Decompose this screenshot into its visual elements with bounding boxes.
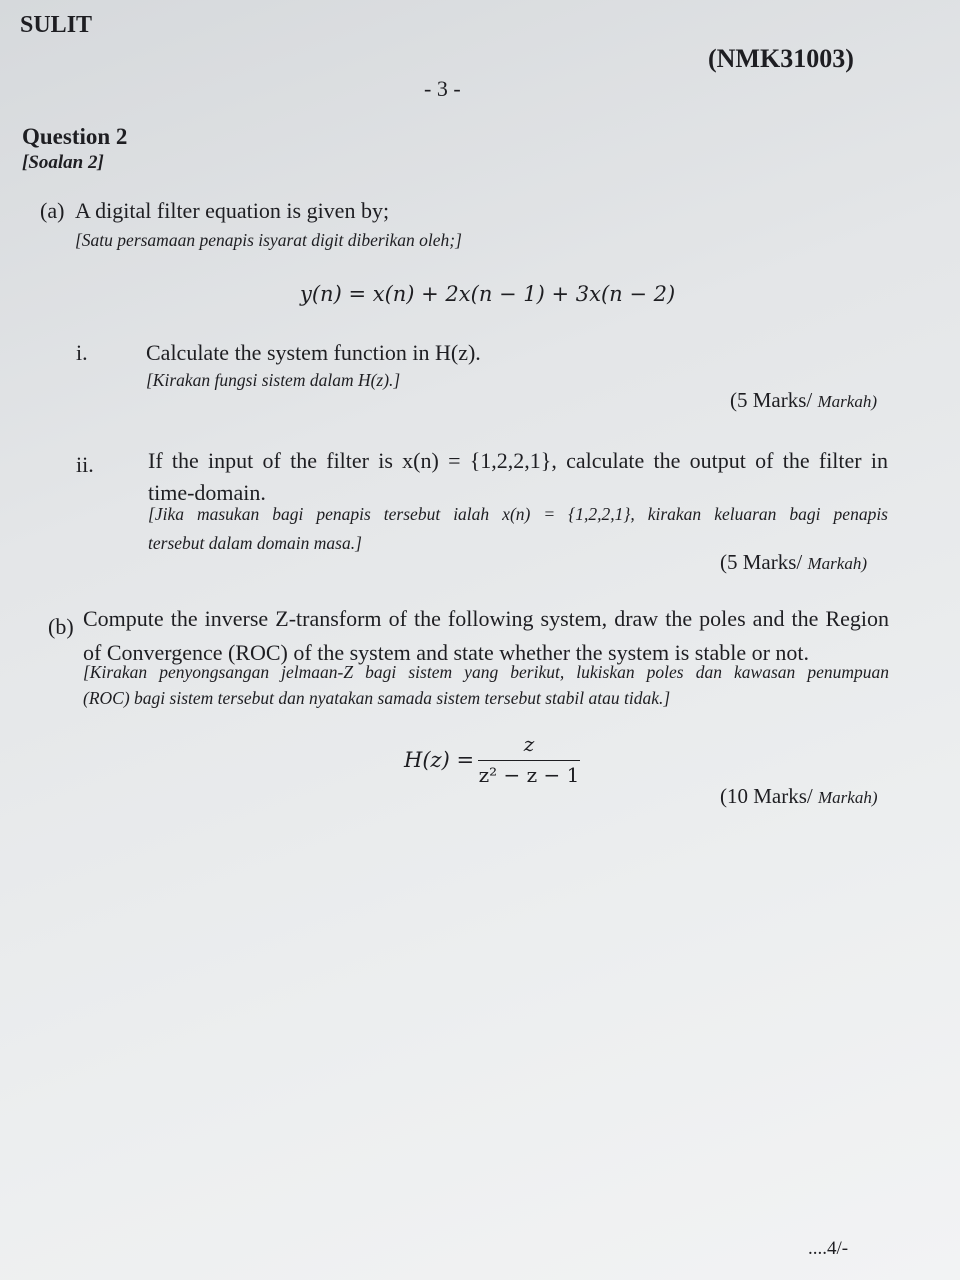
part-b-translation-line1: [Kirakan penyongsangan jelmaan-Z bagi sistem yang berikut, lukiskan poles dan kawasan penumpuan — [83, 662, 889, 682]
item-ii-translation-line1: [Jika masukan bagi penapis tersebut ialah x(n) = {1,2,2,1}, kirakan keluaran bagi penapis — [148, 504, 888, 524]
item-ii-translation-line2: tersebut dalam domain masa.] — [148, 533, 362, 553]
marks-translation: Markah) — [807, 554, 867, 573]
continuation-marker: ....4/- — [808, 1238, 849, 1259]
marks-label: (5 Marks/ — [730, 388, 813, 412]
part-a-translation: [Satu persamaan penapis isyarat digit diberikan oleh;] — [75, 230, 462, 250]
course-code: (NMK31003) — [708, 44, 854, 73]
item-i-text: Calculate the system function in H(z). — [146, 340, 481, 365]
part-a-label: (a) — [40, 198, 65, 223]
marks-label: (5 Marks/ — [720, 550, 803, 574]
part-b-text-line1: Compute the inverse Z-transform of the following system, draw the poles and the Region — [83, 606, 889, 631]
part-a-text: A digital filter equation is given by; — [75, 198, 390, 223]
marks-translation: Markah) — [817, 392, 877, 411]
marks-label: (10 Marks/ — [720, 784, 813, 808]
item-i-marks — [730, 388, 877, 413]
item-i-label: i. — [76, 340, 88, 365]
page-number: - 3 - — [424, 76, 461, 101]
item-i-translation: [Kirakan fungsi sistem dalam H(z).] — [146, 370, 401, 390]
transfer-function-fraction — [478, 732, 580, 787]
item-ii-text-line1: If the input of the filter is x(n) = {1,2,2,1}, calculate the output of the filter in — [148, 448, 888, 473]
item-ii-marks — [720, 550, 867, 575]
classification-label: SULIT — [20, 12, 93, 38]
part-b-label: (b) — [48, 614, 74, 639]
filter-equation: y(n) = x(n) + 2x(n − 1) + 3x(n − 2) — [300, 282, 676, 306]
transfer-function-lhs: H(z) = — [404, 748, 475, 772]
part-b-text-line2: of Convergence (ROC) of the system and state whether the system is stable or not. — [83, 640, 810, 665]
item-ii-text-line2: time-domain. — [148, 480, 266, 505]
part-b-translation-line2: (ROC) bagi sistem tersebut dan nyatakan samada sistem tersebut stabil atau tidak.] — [83, 688, 671, 708]
item-ii-label: ii. — [76, 452, 94, 477]
fraction-numerator: z — [523, 732, 535, 756]
question-title: Question 2 — [22, 124, 128, 149]
part-b-marks — [720, 784, 877, 809]
fraction-denominator: z² − z − 1 — [478, 760, 580, 787]
question-title-translation: [Soalan 2] — [22, 152, 104, 173]
marks-translation: Markah) — [818, 788, 878, 807]
